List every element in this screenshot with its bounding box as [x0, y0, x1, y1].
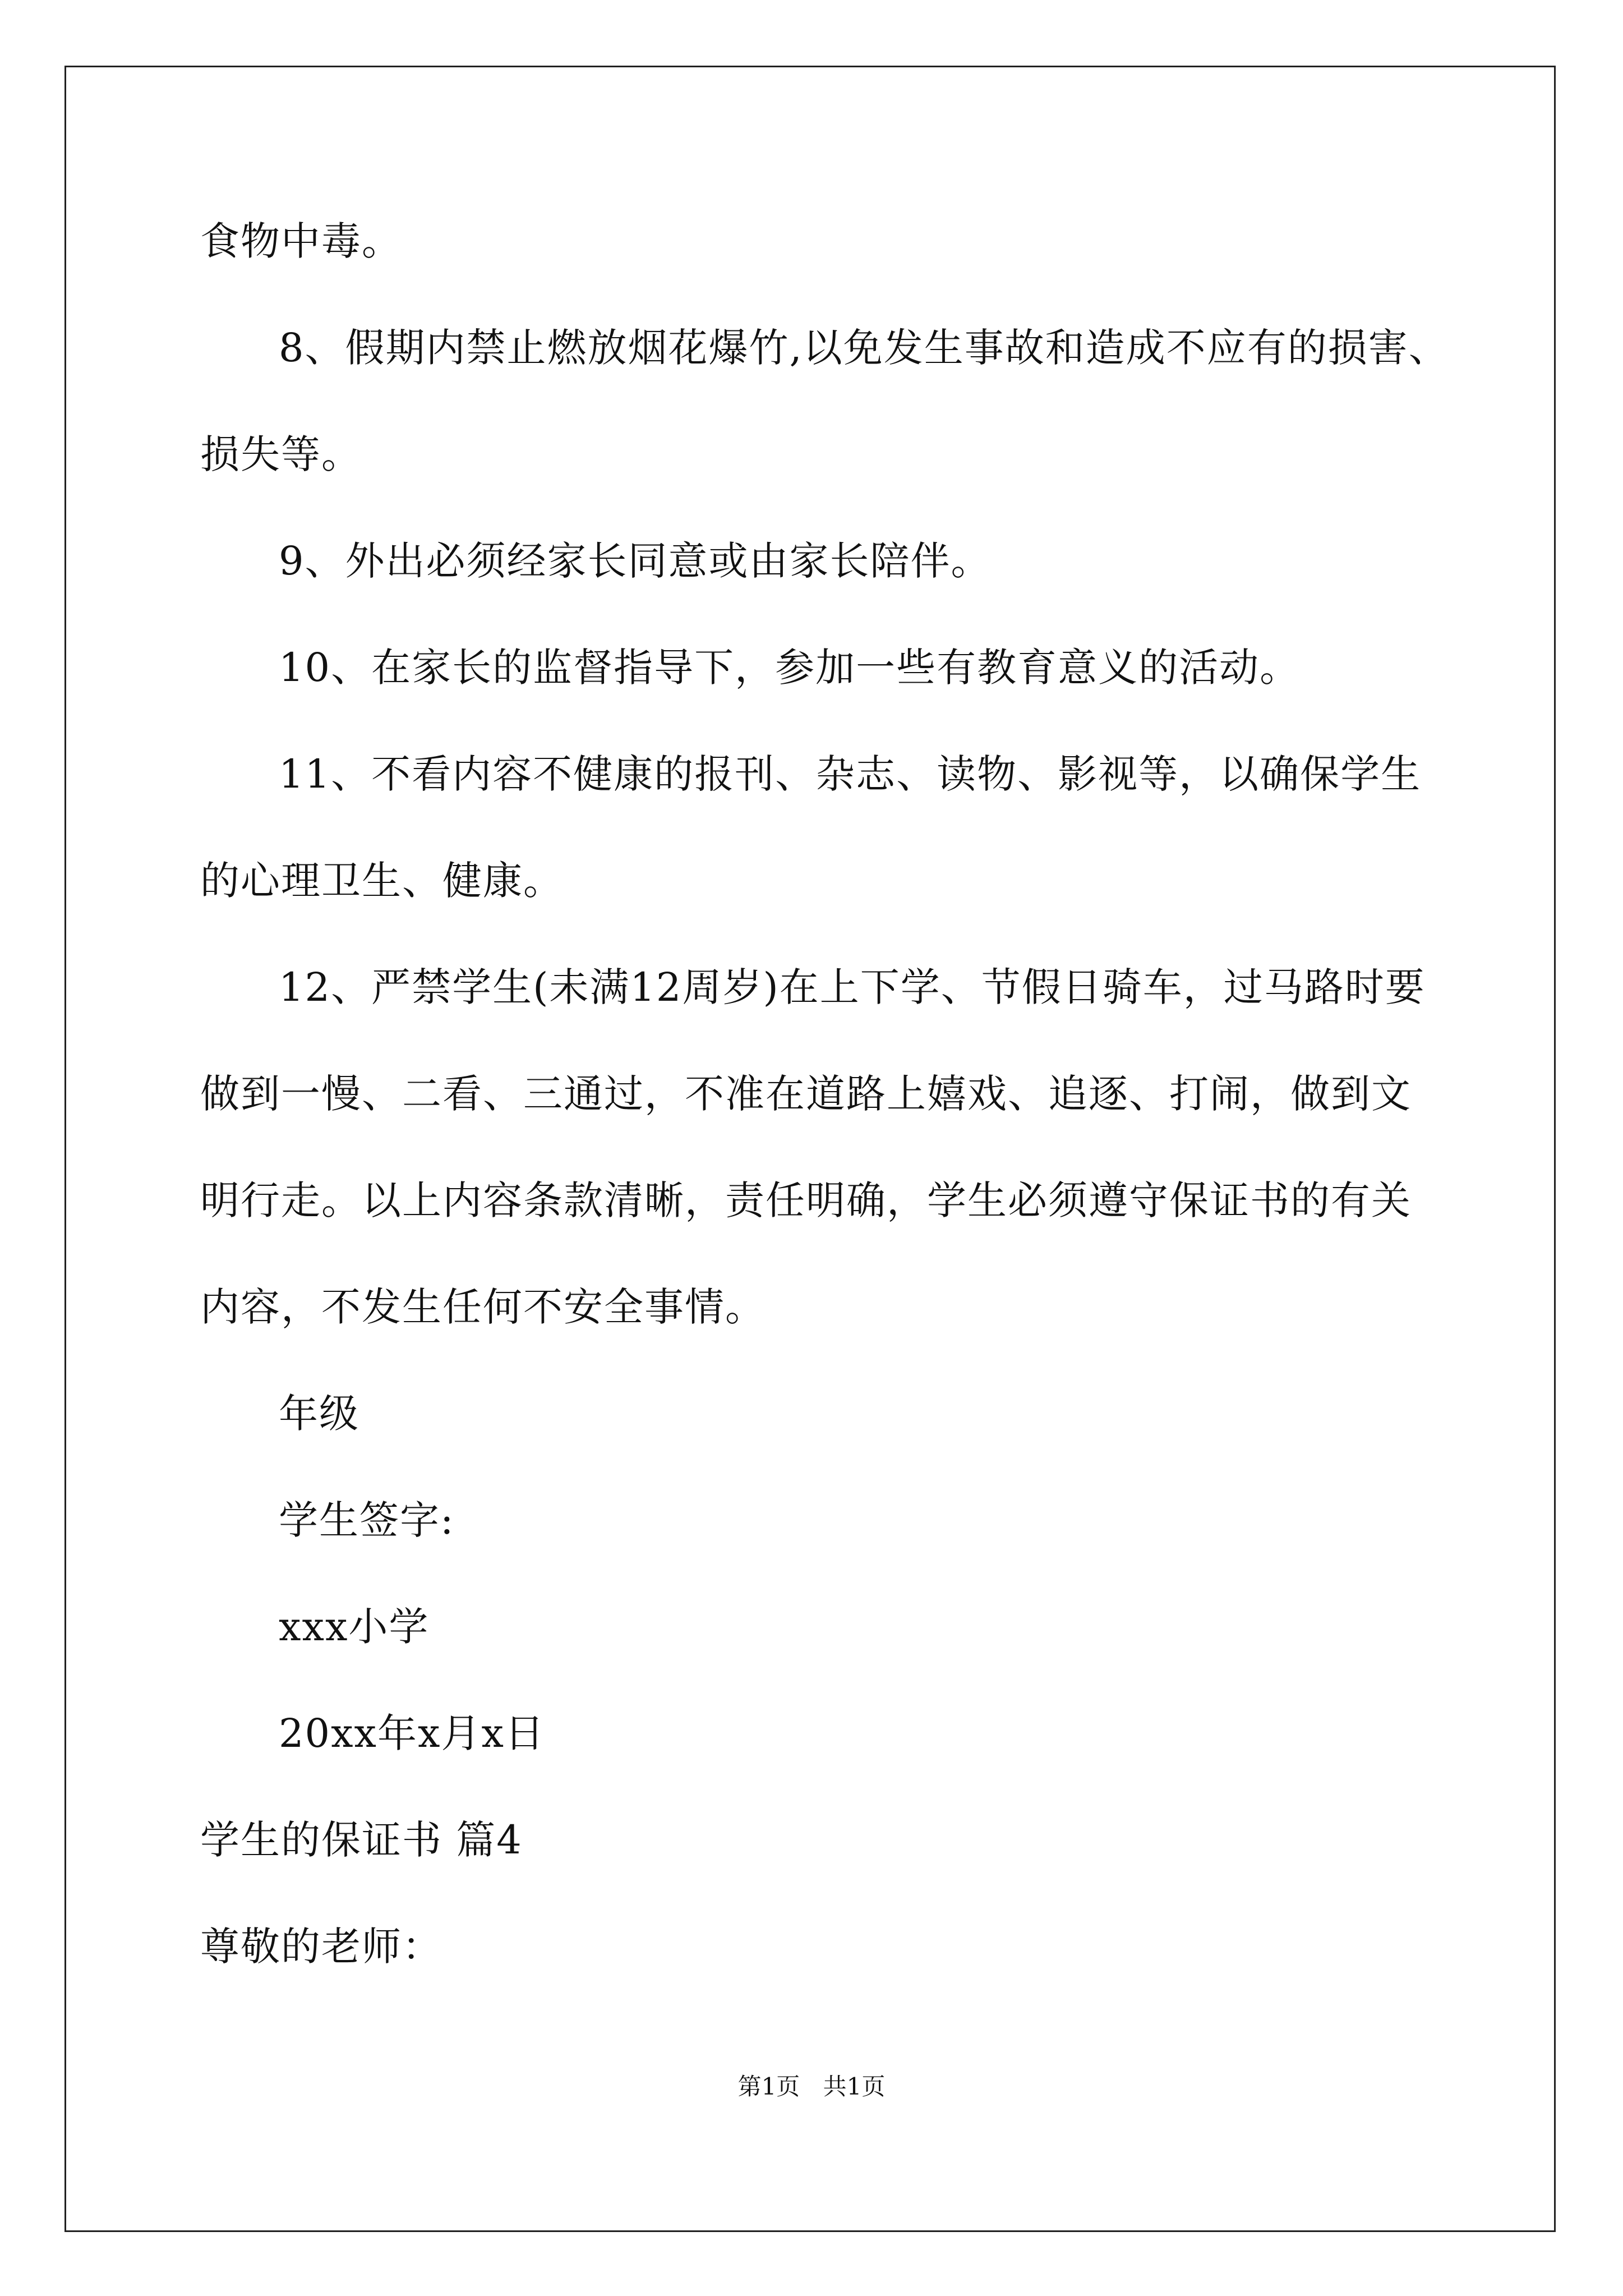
- body-line-4: 9、外出必须经家长同意或由家长陪伴。: [279, 538, 992, 584]
- grade-label: 年级: [279, 1391, 359, 1437]
- salutation: 尊敬的老师：: [200, 1924, 442, 1970]
- body-line-6: 11、不看内容不健康的报刊、杂志、读物、影视等，以确保学生: [279, 751, 1422, 797]
- body-line-7: 的心理卫生、健康。: [200, 858, 564, 904]
- footer-page-total: 共1页: [823, 2073, 886, 2100]
- body-line-3: 损失等。: [200, 431, 362, 477]
- body-line-11: 内容，不发生任何不安全事情。: [200, 1284, 766, 1330]
- body-line-9: 做到一慢、二看、三通过，不准在道路上嬉戏、追逐、打闹，做到文: [200, 1071, 1412, 1117]
- school-name: xxx小学: [279, 1604, 430, 1650]
- footer-page-current: 第1页: [737, 2073, 800, 2100]
- body-line-8: 12、严禁学生(未满12周岁)在上下学、节假日骑车，过马路时要: [279, 964, 1426, 1010]
- body-line-2: 8、假期内禁止燃放烟花爆竹,以免发生事故和造成不应有的损害、: [279, 325, 1449, 371]
- page-border: [64, 66, 1556, 2232]
- section-heading: 学生的保证书 篇4: [200, 1817, 523, 1863]
- body-line-1: 食物中毒。: [200, 218, 402, 264]
- body-line-5: 10、在家长的监督指导下，参加一些有教育意义的活动。: [279, 645, 1301, 691]
- date-line: 20xx年x月x日: [279, 1710, 545, 1756]
- student-signature-label: 学生签字:: [279, 1497, 455, 1543]
- page-footer: [0, 2070, 1623, 2104]
- body-line-10: 明行走。以上内容条款清晰，责任明确，学生必须遵守保证书的有关: [200, 1177, 1412, 1223]
